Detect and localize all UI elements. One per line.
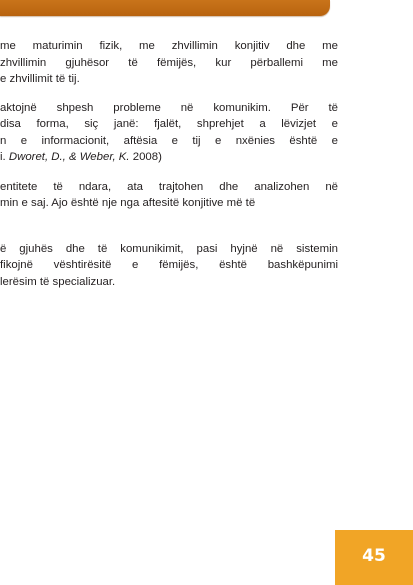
citation-authors: Dworet, D., & Weber, K. [8, 151, 130, 163]
citation-line [0, 149, 338, 166]
citation-prefix: i. [0, 151, 9, 163]
text-line: me maturimin fizik, me zhvillimin konjitiv dhe me [0, 40, 338, 52]
text-line: e zhvillimit të tij. [0, 73, 80, 85]
paragraph-1 [0, 38, 338, 88]
text-line: disa forma, siç janë: fjalët, shprehjet a lëvizjet e [0, 118, 338, 130]
header-accent-bar [0, 0, 330, 16]
text-line: min e saj. Ajo është nje nga aftesitë konjitive më të [0, 197, 256, 209]
page-number: 45 [362, 545, 386, 566]
paragraph-3 [0, 179, 338, 212]
text-line: zhvillimin gjuhësor të fëmijës, kur përballemi me [0, 56, 338, 69]
text-line: fikojnë vështirësitë e fëmijës, është bashkëpunimi [0, 259, 338, 271]
paragraph-2 [0, 100, 338, 166]
text-line: aktojnë shpesh probleme në komunikim. Për të [0, 101, 338, 114]
text-line: lerësim të specializuar. [0, 275, 116, 288]
text-line: ë gjuhës dhe të komunikimit, pasi hyjnë në sistemin [0, 242, 338, 255]
citation-year: 2008) [129, 151, 162, 163]
paragraph-4 [0, 241, 338, 291]
page-number-badge [335, 530, 413, 585]
text-line: n e informacionit, aftësia e tij e nxënies është e [0, 134, 338, 147]
page-body [0, 38, 338, 290]
text-line: entitete të ndara, ata trajtohen dhe analizohen në [0, 180, 338, 193]
